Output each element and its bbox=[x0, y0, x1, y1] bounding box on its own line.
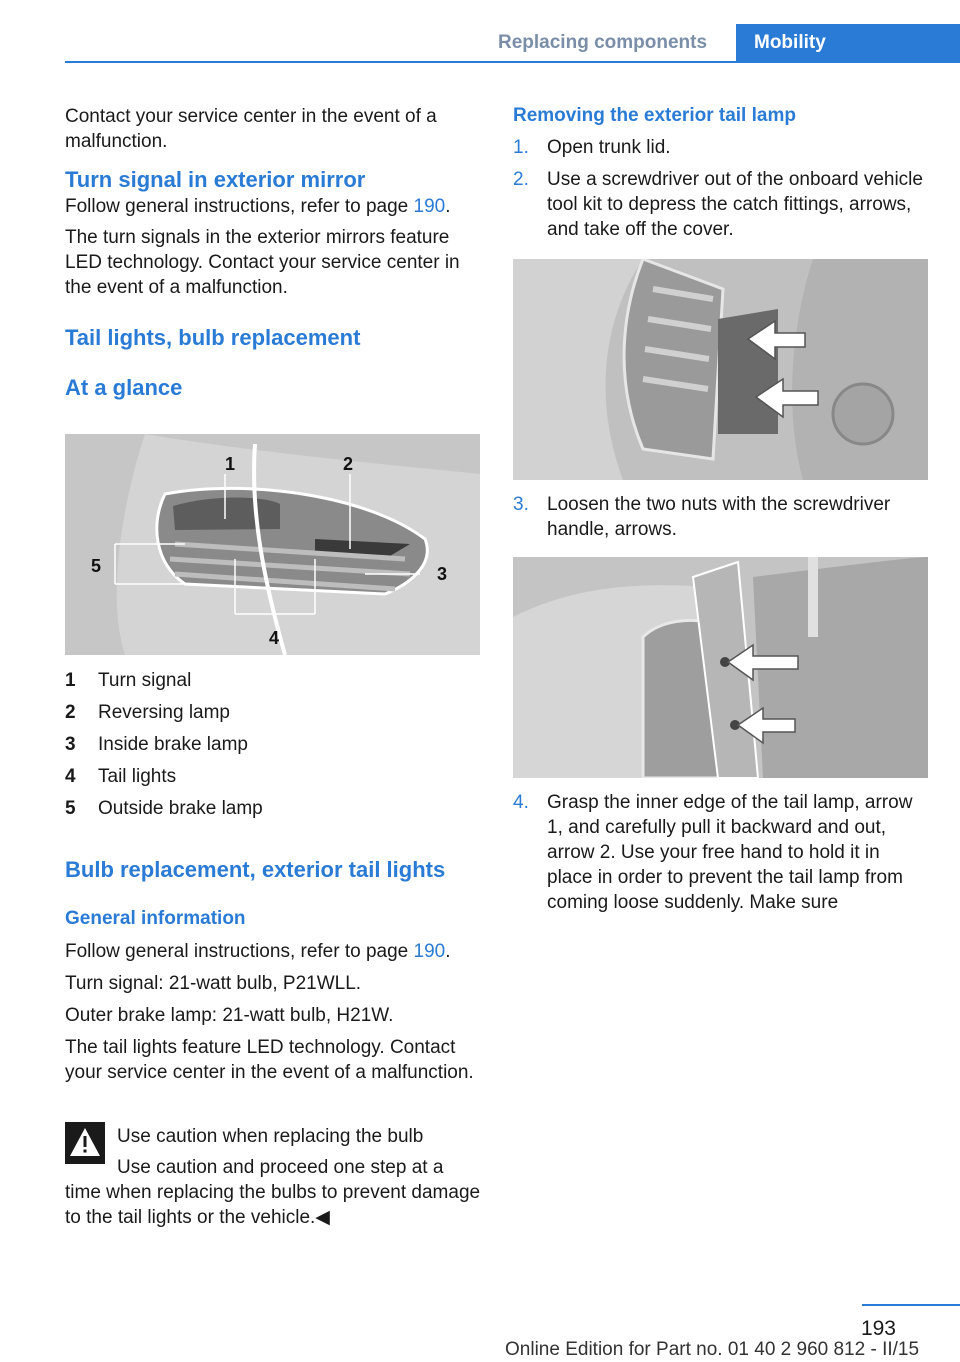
mirror-ref-text: Follow general instructions, refer to page bbox=[65, 196, 414, 217]
cover-removal-drawing bbox=[513, 259, 928, 480]
bulb-replacement-heading: Bulb replacement, exterior tail lights bbox=[65, 857, 446, 882]
removing-heading: Removing the exterior tail lamp bbox=[513, 105, 796, 126]
legend-item bbox=[65, 732, 480, 764]
page-link-190[interactable]: 190 bbox=[413, 196, 446, 217]
legend-num: 2 bbox=[65, 702, 76, 723]
step-4-block bbox=[513, 790, 928, 915]
legend-item bbox=[65, 700, 480, 732]
general-ref-dot: . bbox=[445, 941, 451, 962]
legend-text: Outside brake lamp bbox=[98, 798, 263, 819]
step-num: 4. bbox=[513, 792, 529, 813]
figure-label-2: 2 bbox=[343, 454, 354, 474]
step-item bbox=[513, 790, 928, 915]
step-text: Use a screwdriver out of the onboard vehicle tool kit to depress the catch fittings, arrows, and take off the cover. bbox=[547, 169, 923, 240]
header-rule bbox=[65, 61, 960, 63]
general-ref-text: Follow general instructions, refer to page bbox=[65, 941, 414, 962]
caution-title: Use caution when replacing the bulb bbox=[117, 1126, 424, 1147]
figure-legend bbox=[65, 668, 480, 828]
step-item bbox=[513, 135, 928, 160]
mirror-ref bbox=[65, 194, 480, 219]
figure-label-4: 4 bbox=[269, 628, 280, 648]
tail-light-overview-figure bbox=[65, 434, 480, 655]
footer-rule bbox=[862, 1304, 960, 1306]
caution-text: Use caution and proceed one step at a time when replacing the bulbs to prevent damage to the tail lights or the vehicle.◀ bbox=[65, 1157, 481, 1228]
legend-num: 1 bbox=[65, 670, 76, 691]
turn-signal-spec: Turn signal: 21-watt bulb, P21WLL. bbox=[65, 973, 362, 994]
step-num: 1. bbox=[513, 137, 529, 158]
legend-text: Inside brake lamp bbox=[98, 734, 248, 755]
cover-removal-figure bbox=[513, 259, 928, 480]
legend-text: Tail lights bbox=[98, 766, 177, 787]
step-text: Loosen the two nuts with the screwdriver handle, arrows. bbox=[547, 494, 891, 540]
figure-label-5: 5 bbox=[91, 556, 102, 576]
intro-text: Contact your service center in the event of a malfunction. bbox=[65, 106, 437, 152]
nuts-figure bbox=[513, 557, 928, 778]
outer-brake-spec: Outer brake lamp: 21-watt bulb, H21W. bbox=[65, 1005, 394, 1026]
footer-edition: Online Edition for Part no. 01 40 2 960 812 - II/15 bbox=[505, 1339, 920, 1360]
led-text: The tail lights feature LED technology. Contact your service center in the event of a malfunction. bbox=[65, 1037, 474, 1083]
mirror-heading: Turn signal in exterior mirror bbox=[65, 167, 366, 192]
step-num: 3. bbox=[513, 494, 529, 515]
right-column bbox=[513, 104, 928, 242]
bulb-section bbox=[65, 856, 483, 1085]
step-item bbox=[513, 492, 928, 542]
left-column bbox=[65, 104, 480, 402]
step-text: Open trunk lid. bbox=[547, 137, 671, 158]
legend-item bbox=[65, 796, 480, 828]
legend-num: 4 bbox=[65, 766, 76, 787]
step-3-block bbox=[513, 492, 928, 542]
step-text: Grasp the inner edge of the tail lamp, arrow 1, and carefully pull it backward and out, arrow 2. Use your free hand to hold it in place in order to prevent the tail lamp from coming loose suddenly. Make sure bbox=[547, 792, 913, 913]
figure-label-1: 1 bbox=[225, 454, 236, 474]
step-num: 2. bbox=[513, 169, 529, 190]
legend-num: 3 bbox=[65, 734, 76, 755]
header-section-title: Replacing components bbox=[498, 32, 708, 53]
legend-item bbox=[65, 764, 480, 796]
page-link-190[interactable]: 190 bbox=[413, 941, 446, 962]
legend-num: 5 bbox=[65, 798, 76, 819]
general-info-heading: General information bbox=[65, 908, 246, 929]
page-number: 193 bbox=[860, 1317, 896, 1340]
tail-lights-heading: Tail lights, bulb replacement bbox=[65, 325, 361, 350]
at-a-glance-heading: At a glance bbox=[65, 375, 183, 400]
legend-text: Reversing lamp bbox=[98, 702, 230, 723]
legend-text: Turn signal bbox=[98, 670, 192, 691]
nuts-drawing bbox=[513, 557, 928, 778]
mirror-text: The turn signals in the exterior mirrors feature LED technology. Contact your service center in the event of a malfunction. bbox=[65, 227, 460, 298]
general-ref bbox=[65, 939, 483, 964]
figure-label-3: 3 bbox=[437, 564, 448, 584]
step-item bbox=[513, 167, 928, 242]
mirror-ref-dot: . bbox=[445, 196, 451, 217]
tail-light-drawing bbox=[65, 434, 480, 655]
header-chapter-tab: Mobility bbox=[736, 24, 960, 62]
legend-item bbox=[65, 668, 480, 700]
